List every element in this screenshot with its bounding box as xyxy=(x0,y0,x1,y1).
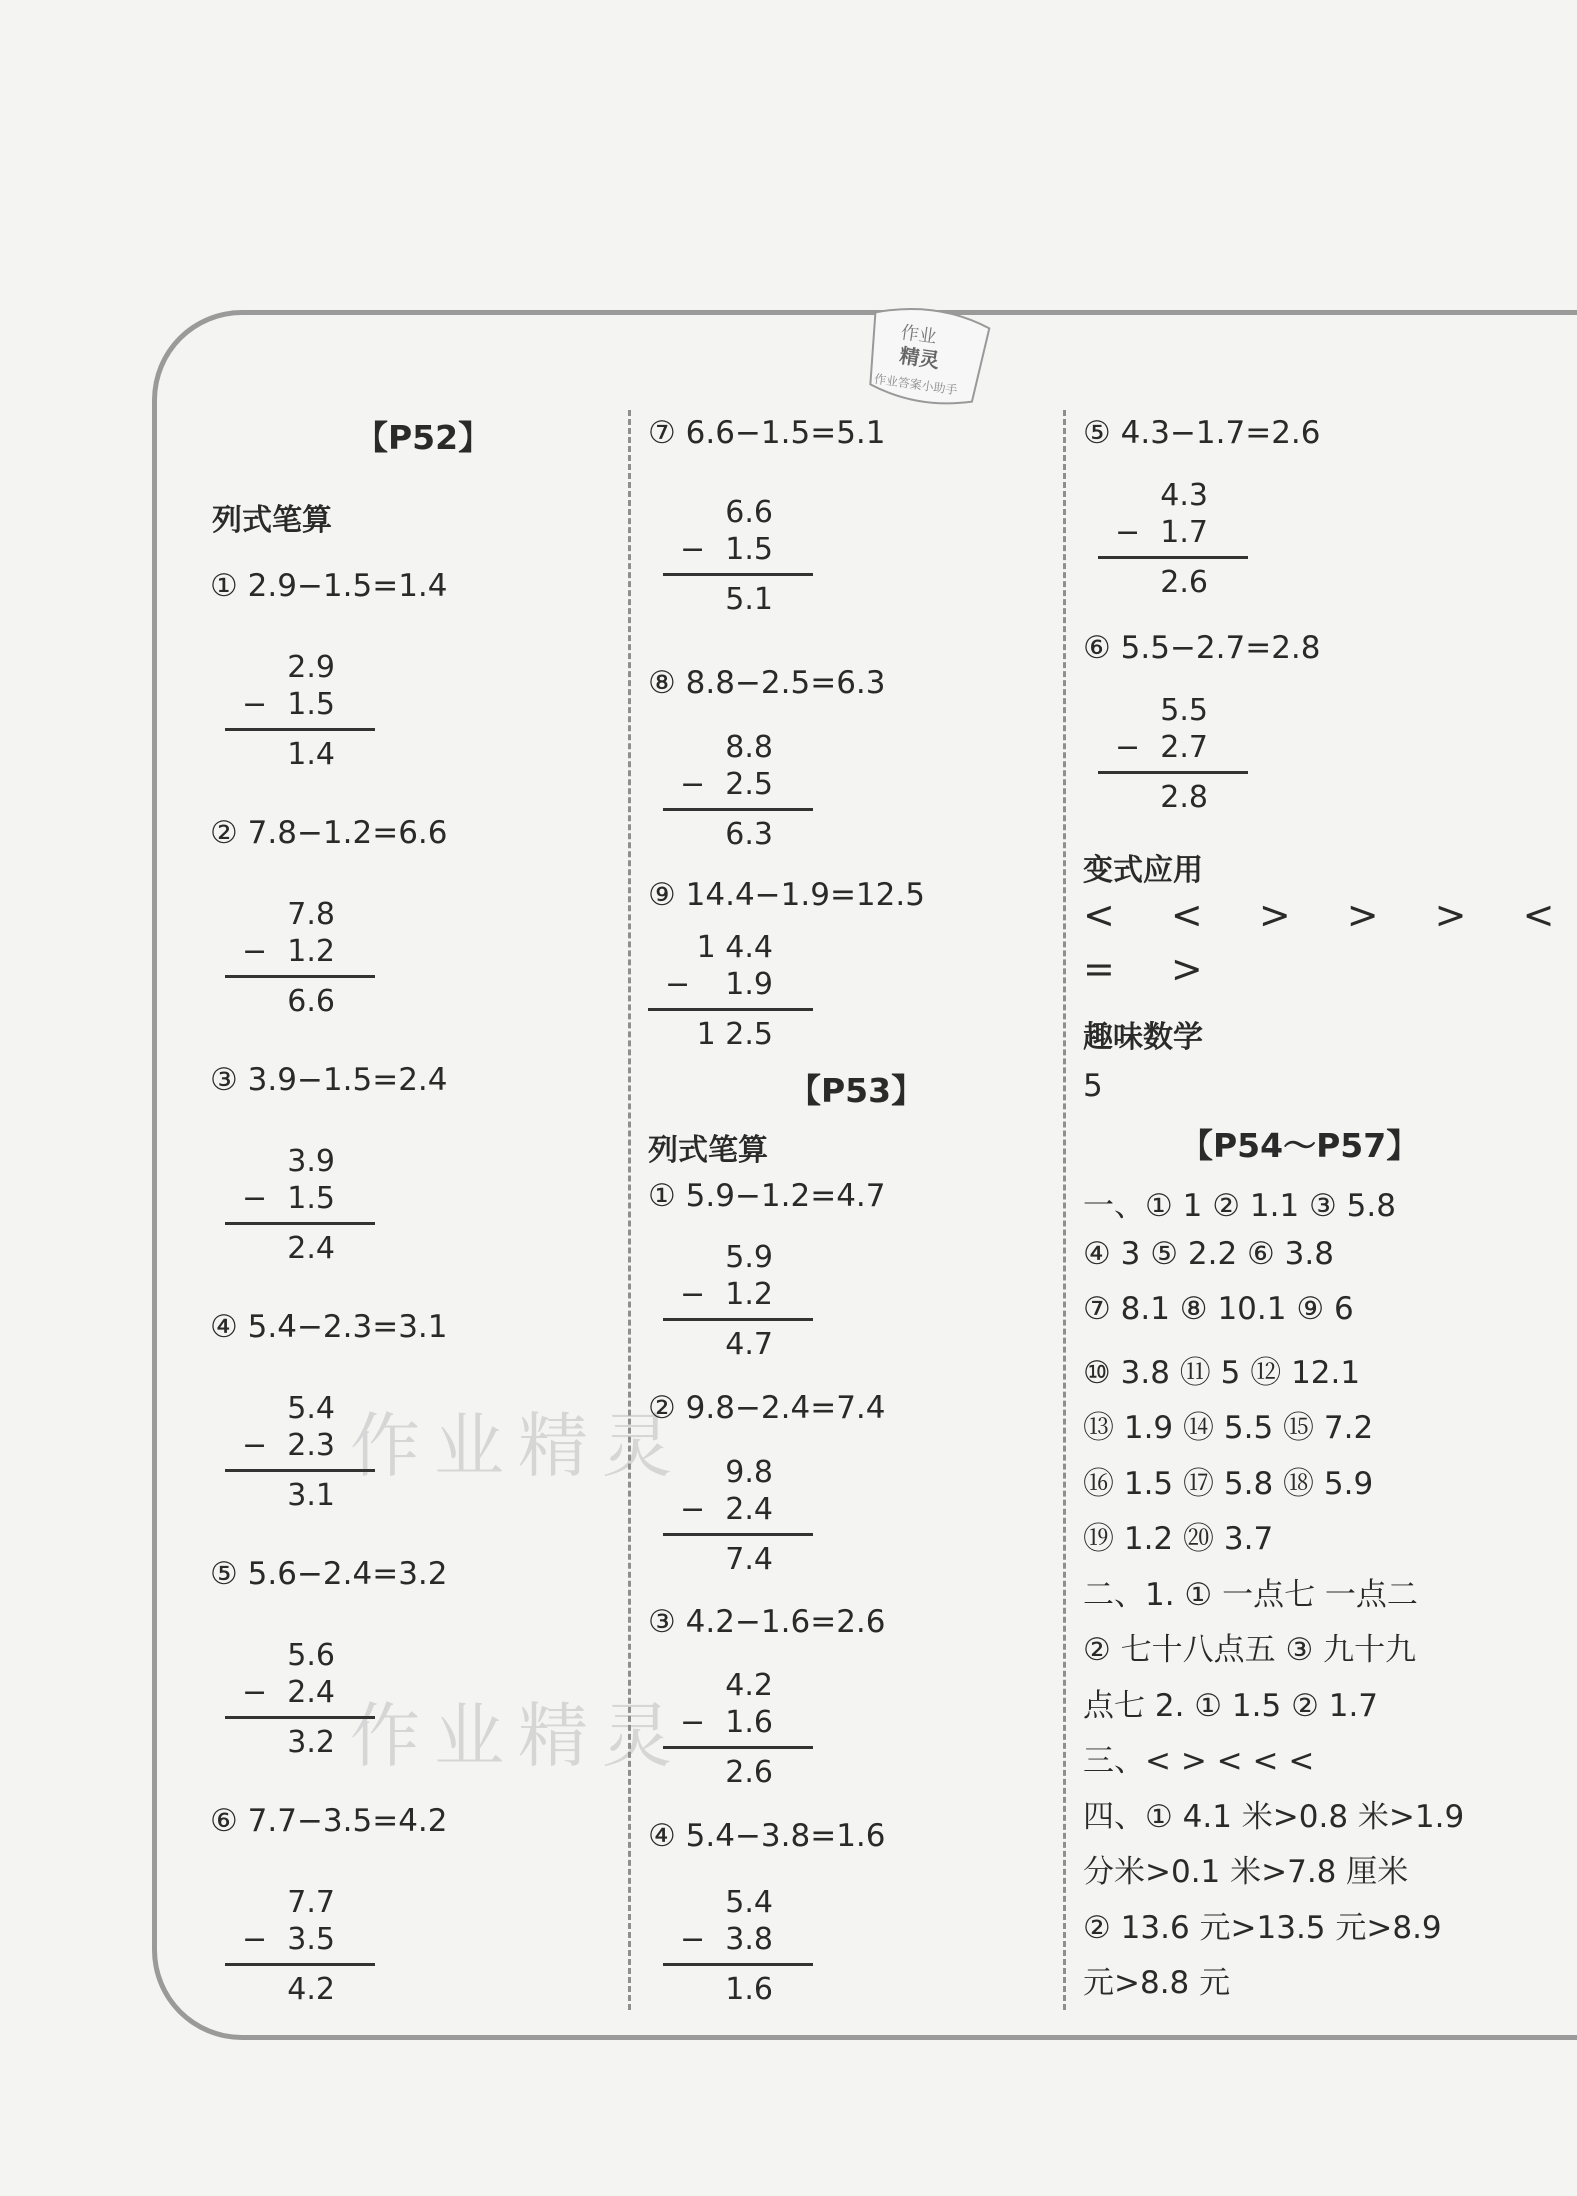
minus-sign: − xyxy=(680,1705,706,1740)
vertical-calc xyxy=(225,1391,375,1515)
minus-sign: − xyxy=(242,1181,268,1216)
subtrahend: 1.5 xyxy=(287,1181,335,1216)
minus-sign: − xyxy=(242,1428,268,1463)
difference: 4.2 xyxy=(287,1972,335,2007)
calc-line xyxy=(648,1008,813,1011)
vertical-calc xyxy=(1098,693,1248,817)
vertical-calc xyxy=(225,897,375,1021)
minus-sign: − xyxy=(1115,730,1141,765)
minuend: 5.4 xyxy=(287,1391,335,1426)
difference: 2.6 xyxy=(1160,565,1208,600)
calc-line xyxy=(225,1222,375,1225)
svg-text:作业答案小助手: 作业答案小助手 xyxy=(873,371,959,398)
calc-line xyxy=(663,1533,813,1536)
minuend: 4.2 xyxy=(725,1668,773,1703)
minuend: 5.4 xyxy=(725,1885,773,1920)
calc-line xyxy=(225,728,375,731)
minuend: 5.6 xyxy=(287,1638,335,1673)
minuend: 7.8 xyxy=(287,897,335,932)
calc-line xyxy=(663,808,813,811)
minuend: 8.8 xyxy=(725,730,773,765)
calc-line xyxy=(663,1963,813,1966)
equation: ⑤ 4.3−1.7=2.6 xyxy=(1083,415,1321,451)
calc-line xyxy=(225,1716,375,1719)
subtrahend: 1.7 xyxy=(1160,515,1208,550)
minus-sign: − xyxy=(680,1922,706,1957)
subtrahend: 1.5 xyxy=(725,532,773,567)
equation: ⑤ 5.6−2.4=3.2 xyxy=(210,1556,448,1592)
column-divider xyxy=(628,410,631,2010)
minuend: 9.8 xyxy=(725,1455,773,1490)
difference: 1.6 xyxy=(725,1972,773,2007)
minuend: 4.3 xyxy=(1160,478,1208,513)
equation: ⑨ 14.4−1.9=12.5 xyxy=(648,877,925,913)
calc-line xyxy=(663,1318,813,1321)
equation: ① 5.9−1.2=4.7 xyxy=(648,1178,886,1214)
difference: 2.4 xyxy=(287,1231,335,1266)
svg-text:作业: 作业 xyxy=(899,322,938,348)
watermark: 作业精灵 xyxy=(350,1405,686,1487)
minus-sign: − xyxy=(665,967,691,1002)
minus-sign: − xyxy=(680,1277,706,1312)
subtrahend: 1.9 xyxy=(725,967,773,1002)
minuend: 6.6 xyxy=(725,495,773,530)
subtrahend: 1.6 xyxy=(725,1705,773,1740)
minus-sign: − xyxy=(1115,515,1141,550)
page-heading-p52: 【P52】 xyxy=(355,418,492,457)
difference: 6.3 xyxy=(725,817,773,852)
equation: ③ 3.9−1.5=2.4 xyxy=(210,1062,448,1098)
minuend: 2.9 xyxy=(287,650,335,685)
quwei-answer: 5 xyxy=(1083,1068,1103,1104)
subtrahend: 1.2 xyxy=(725,1277,773,1312)
minus-sign: − xyxy=(242,934,268,969)
answer-line: 三、< > < < < xyxy=(1083,1743,1315,1779)
answer-line: ⑩ 3.8 ⑪ 5 ⑫ 12.1 xyxy=(1083,1355,1361,1391)
difference: 7.4 xyxy=(725,1542,773,1577)
vertical-calc xyxy=(225,650,375,774)
minuend: 7.7 xyxy=(287,1885,335,1920)
vertical-calc xyxy=(663,1885,813,2009)
subtrahend: 3.8 xyxy=(725,1922,773,1957)
svg-text:精灵: 精灵 xyxy=(898,343,941,373)
equation: ⑥ 5.5−2.7=2.8 xyxy=(1083,630,1321,666)
subtrahend: 1.5 xyxy=(287,687,335,722)
comparison-row: = > xyxy=(1083,947,1225,991)
subtrahend: 1.2 xyxy=(287,934,335,969)
vertical-calc xyxy=(648,930,813,1054)
vertical-calc xyxy=(225,1144,375,1268)
minus-sign: − xyxy=(680,767,706,802)
vertical-calc xyxy=(1098,478,1248,602)
answer-line: 四、① 4.1 米>0.8 米>1.9 xyxy=(1083,1799,1465,1835)
subtrahend: 2.3 xyxy=(287,1428,335,1463)
vertical-calc xyxy=(663,1240,813,1364)
minuend: 5.5 xyxy=(1160,693,1208,728)
page-heading-p53: 【P53】 xyxy=(788,1071,925,1110)
stamp-logo xyxy=(853,291,1002,419)
calc-line xyxy=(1098,771,1248,774)
calc-line xyxy=(663,573,813,576)
minus-sign: − xyxy=(680,1492,706,1527)
equation: ⑦ 6.6−1.5=5.1 xyxy=(648,415,886,451)
equation: ⑥ 7.7−3.5=4.2 xyxy=(210,1803,448,1839)
answer-line: 点七 2. ① 1.5 ② 1.7 xyxy=(1083,1688,1379,1724)
section-title: 列式笔算 xyxy=(212,503,332,538)
calc-line xyxy=(1098,556,1248,559)
minuend: 1 4.4 xyxy=(696,930,773,965)
vertical-calc xyxy=(225,1885,375,2009)
difference: 2.6 xyxy=(725,1755,773,1790)
equation: ④ 5.4−2.3=3.1 xyxy=(210,1309,448,1345)
equation: ② 7.8−1.2=6.6 xyxy=(210,815,448,851)
minuend: 3.9 xyxy=(287,1144,335,1179)
answer-line: 一、① 1 ② 1.1 ③ 5.8 xyxy=(1083,1188,1396,1224)
minus-sign: − xyxy=(242,687,268,722)
calc-line xyxy=(225,975,375,978)
difference: 1 2.5 xyxy=(696,1017,773,1052)
answer-line: ④ 3 ⑤ 2.2 ⑥ 3.8 xyxy=(1083,1236,1334,1272)
subtrahend: 2.5 xyxy=(725,767,773,802)
minuend: 5.9 xyxy=(725,1240,773,1275)
answer-line: ② 13.6 元>13.5 元>8.9 xyxy=(1083,1910,1442,1946)
answer-line: 二、1. ① 一点七 一点二 xyxy=(1083,1577,1418,1613)
subtrahend: 2.4 xyxy=(725,1492,773,1527)
answer-line: 分米>0.1 米>7.8 厘米 xyxy=(1083,1854,1409,1890)
section-title-quwei: 趣味数学 xyxy=(1083,1020,1203,1055)
answer-line: 元>8.8 元 xyxy=(1083,1965,1231,2001)
calc-line xyxy=(663,1746,813,1749)
difference: 2.8 xyxy=(1160,780,1208,815)
minus-sign: − xyxy=(242,1922,268,1957)
vertical-calc xyxy=(225,1638,375,1762)
subtrahend: 2.7 xyxy=(1160,730,1208,765)
vertical-calc xyxy=(663,730,813,854)
section-title: 列式笔算 xyxy=(648,1133,768,1168)
subtrahend: 3.5 xyxy=(287,1922,335,1957)
section-title-bianshi: 变式应用 xyxy=(1083,853,1203,888)
comparison-row: < < > > > < xyxy=(1083,893,1577,937)
equation: ③ 4.2−1.6=2.6 xyxy=(648,1604,886,1640)
difference: 3.1 xyxy=(287,1478,335,1513)
answer-line: ② 七十八点五 ③ 九十九 xyxy=(1083,1632,1417,1668)
difference: 1.4 xyxy=(287,737,335,772)
minus-sign: − xyxy=(242,1675,268,1710)
answer-line: ⑦ 8.1 ⑧ 10.1 ⑨ 6 xyxy=(1083,1291,1354,1327)
minus-sign: − xyxy=(680,532,706,567)
equation: ⑧ 8.8−2.5=6.3 xyxy=(648,665,886,701)
vertical-calc xyxy=(663,1668,813,1792)
difference: 5.1 xyxy=(725,582,773,617)
vertical-calc xyxy=(663,495,813,619)
vertical-calc xyxy=(663,1455,813,1579)
page-heading-p54-p57: 【P54～P57】 xyxy=(1180,1126,1420,1165)
subtrahend: 2.4 xyxy=(287,1675,335,1710)
difference: 6.6 xyxy=(287,984,335,1019)
equation: ② 9.8−2.4=7.4 xyxy=(648,1390,886,1426)
difference: 4.7 xyxy=(725,1327,773,1362)
answer-line: ⑲ 1.2 ⑳ 3.7 xyxy=(1083,1521,1274,1557)
equation: ④ 5.4−3.8=1.6 xyxy=(648,1818,886,1854)
calc-line xyxy=(225,1469,375,1472)
answer-line: ⑬ 1.9 ⑭ 5.5 ⑮ 7.2 xyxy=(1083,1410,1374,1446)
watermark: 作业精灵 xyxy=(350,1695,686,1777)
calc-line xyxy=(225,1963,375,1966)
equation: ① 2.9−1.5=1.4 xyxy=(210,568,448,604)
column-divider xyxy=(1063,410,1066,2010)
answer-line: ⑯ 1.5 ⑰ 5.8 ⑱ 5.9 xyxy=(1083,1466,1374,1502)
difference: 3.2 xyxy=(287,1725,335,1760)
